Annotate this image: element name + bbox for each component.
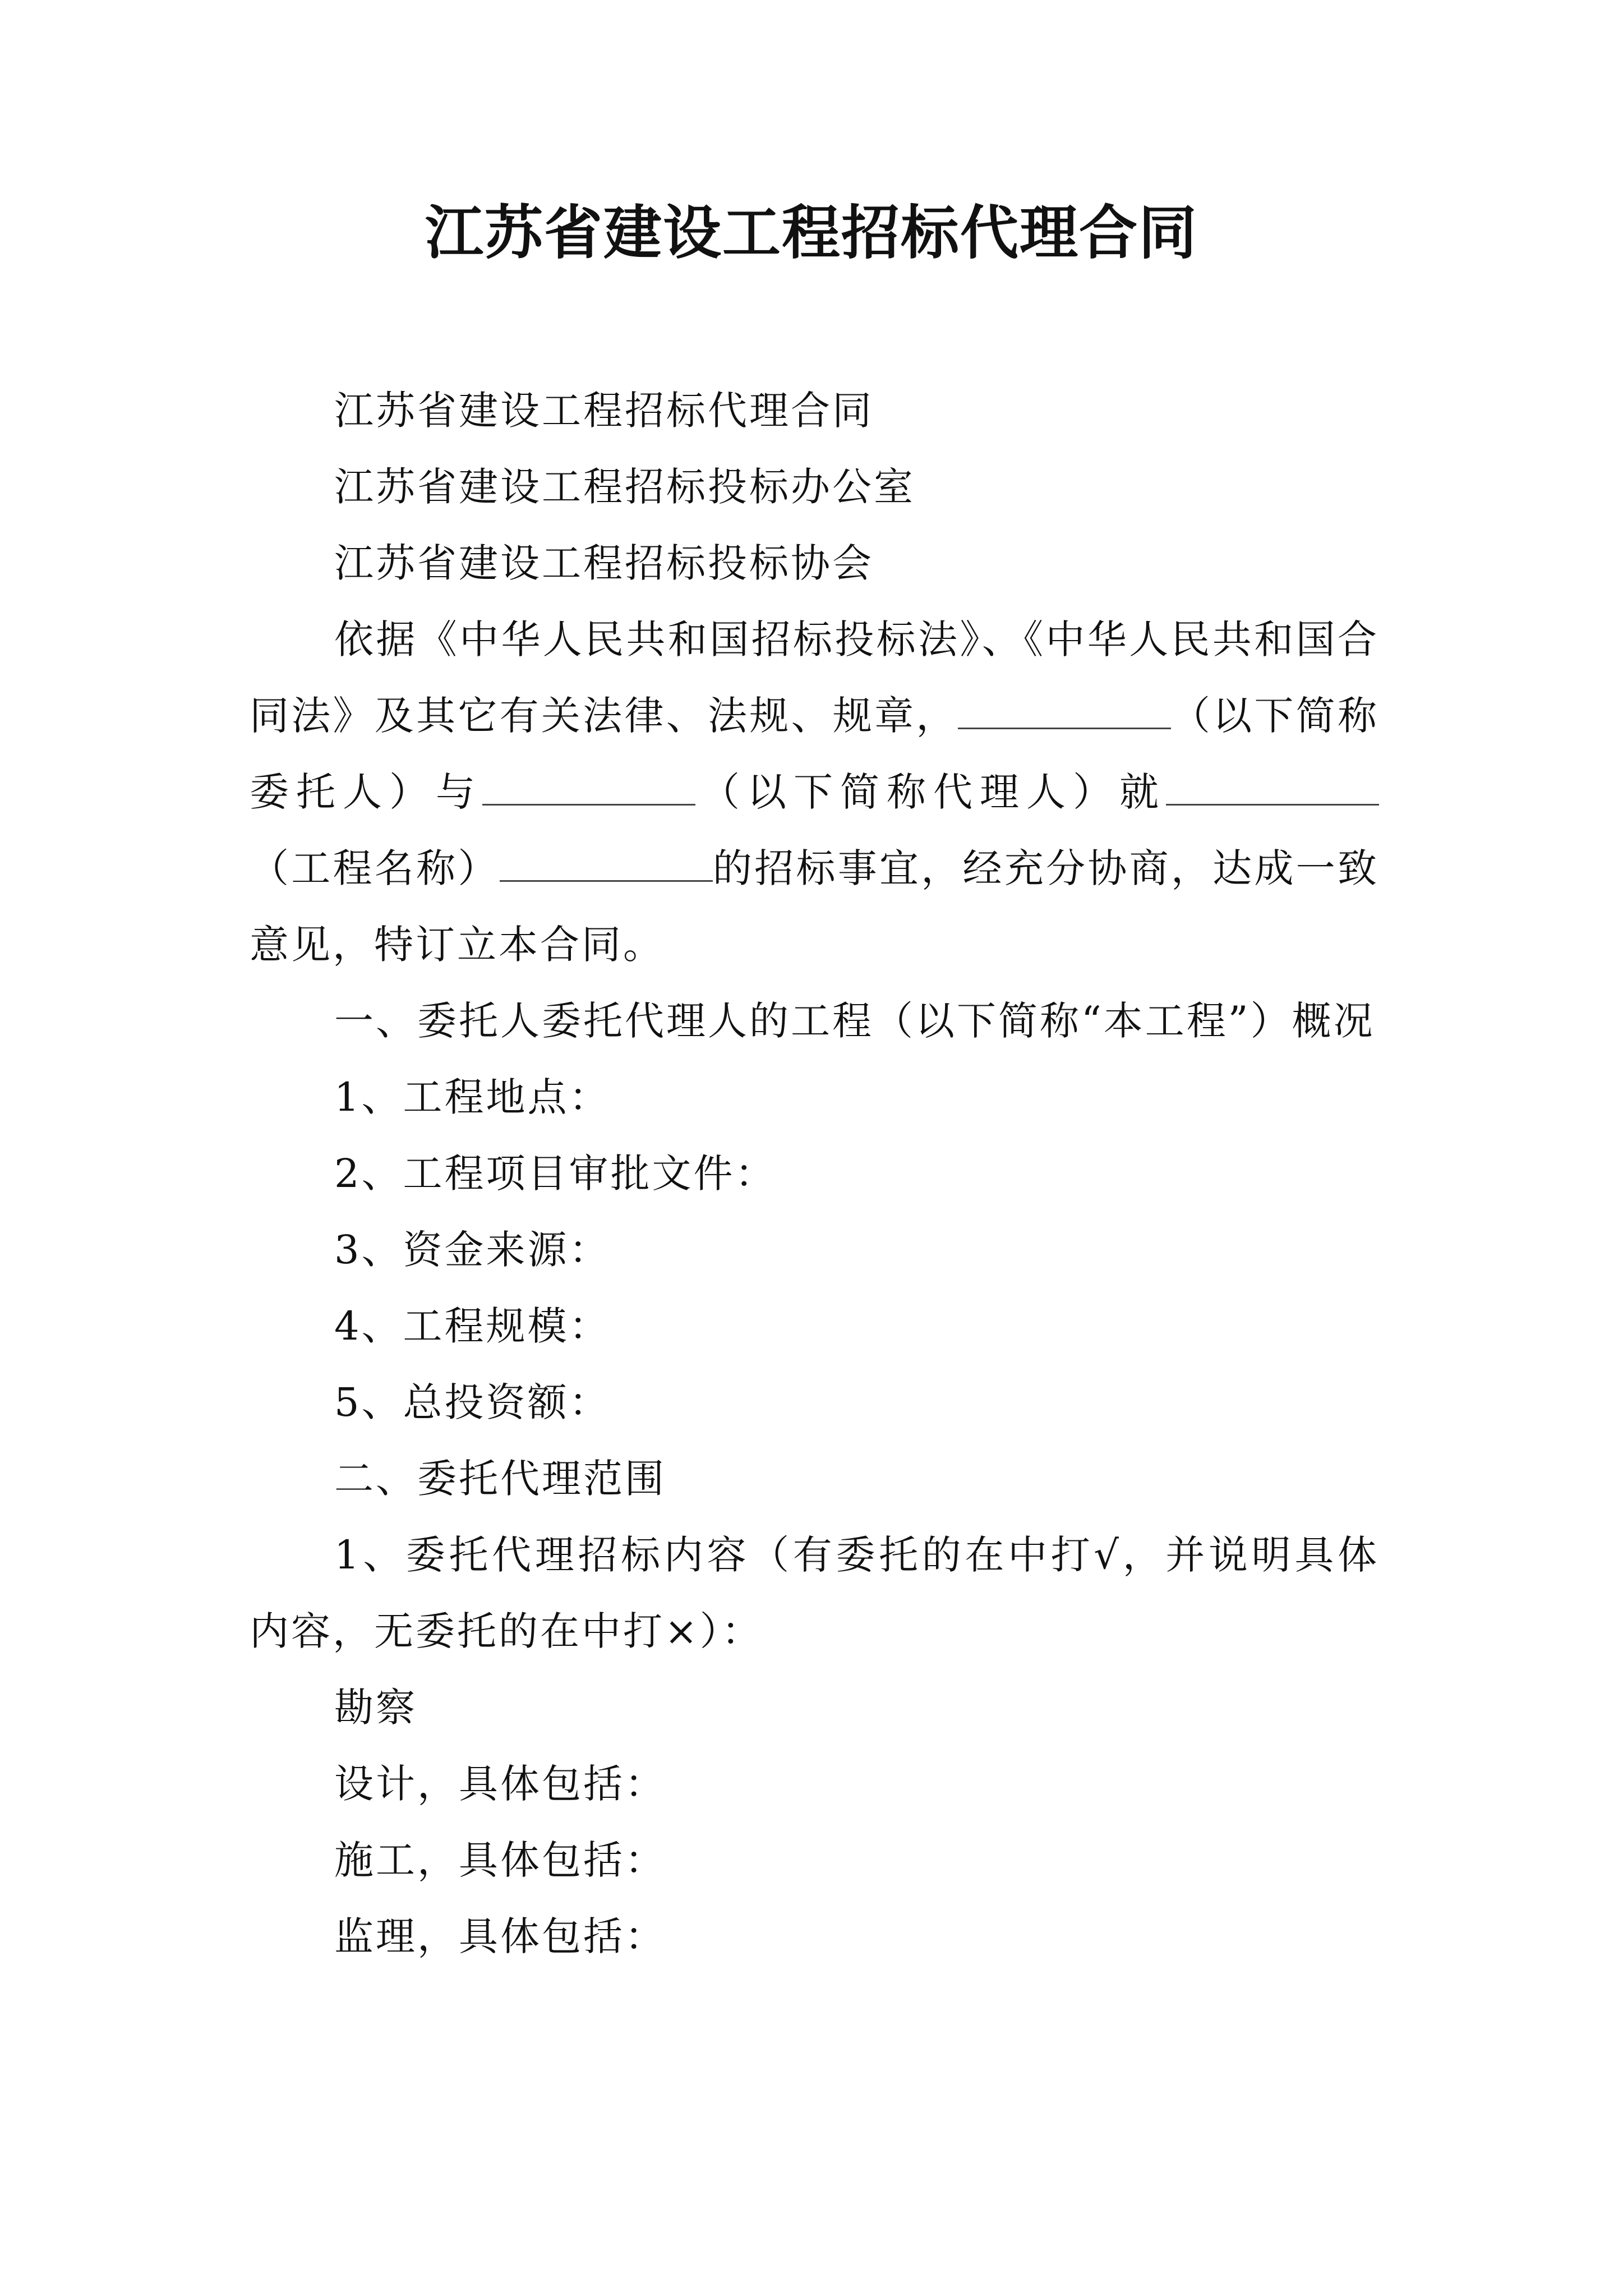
document-title: 江苏省建设工程招标代理合同 <box>425 199 1198 267</box>
intro-text-2: （以下简称委托人）与 <box>250 693 1380 815</box>
document-body <box>250 372 1379 1975</box>
client-name-blank <box>958 694 1171 729</box>
section1-item-approval: 2、工程项目审批文件： <box>334 1151 777 1197</box>
intro-text-5: 的招标事宜，经充分协商，达成一致意见，特订立本合同。 <box>250 845 1380 968</box>
project-name-blank <box>500 846 713 882</box>
project-blank <box>1166 770 1379 806</box>
section2-heading: 二、委托代理范围 <box>334 1456 666 1502</box>
section2-sub1: 1、委托代理招标内容（有委托的在中打√，并说明具体内容，无委托的在中打×）： <box>250 1532 1379 1654</box>
section1-item-location: 1、工程地点： <box>334 1074 611 1120</box>
scope-item-supervision: 监理，具体包括： <box>334 1913 666 1959</box>
header-line-office: 江苏省建设工程招标投标办公室 <box>334 464 915 510</box>
agent-name-blank <box>482 770 695 806</box>
section1-item-funding: 3、资金来源： <box>334 1227 611 1273</box>
header-line-contract: 江苏省建设工程招标代理合同 <box>334 388 874 434</box>
scope-item-construction: 施工，具体包括： <box>334 1837 666 1883</box>
header-line-association: 江苏省建设工程招标投标协会 <box>334 540 874 586</box>
scope-item-survey: 勘察 <box>334 1685 417 1731</box>
section1-heading: 一、委托人委托代理人的工程（以下简称“本工程”）概况 <box>334 998 1375 1044</box>
intro-paragraph <box>250 601 1379 983</box>
scope-item-design: 设计，具体包括： <box>334 1761 666 1807</box>
section1-item-scale: 4、工程规模： <box>334 1303 611 1349</box>
intro-text-4: （工程名称） <box>250 845 500 891</box>
section1-item-investment: 5、总投资额： <box>334 1379 611 1425</box>
intro-text-1: 依据《中华人民共和国招标投标法》、《中华人民共和国合同法》及其它有关法律、法规、规章， <box>250 616 1379 739</box>
intro-text-3: （以下简称代理人）就 <box>695 769 1166 815</box>
